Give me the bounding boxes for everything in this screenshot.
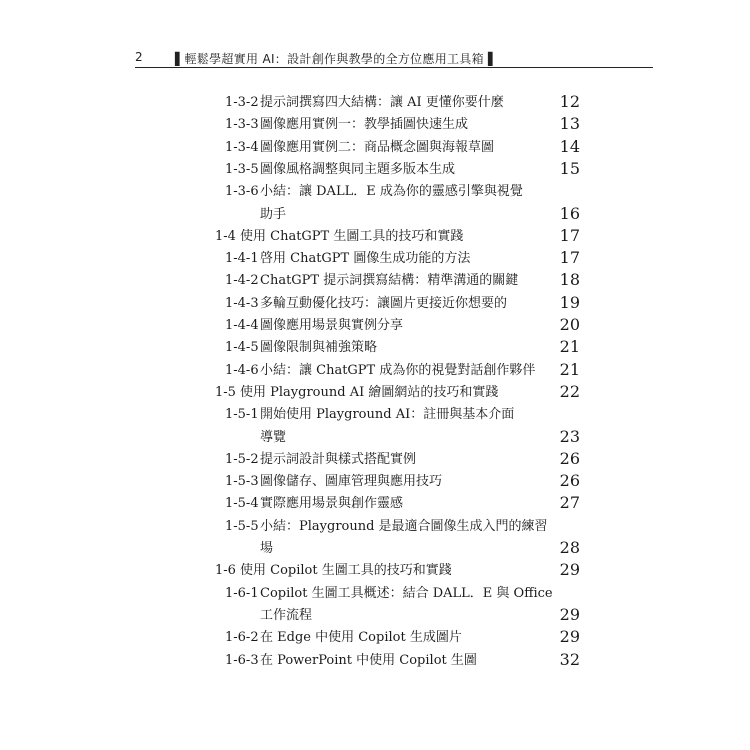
toc-entry-title: 圖像儲存、圖庫管理與應用技巧 — [260, 474, 443, 490]
toc-entry-page-number: 14 — [559, 136, 580, 156]
toc-entry-number: 1-4-1 — [225, 251, 259, 267]
toc-entry-number: 1-4 — [215, 228, 236, 244]
toc-entry-number: 1-6-3 — [225, 652, 259, 668]
toc-entry-page-number: 28 — [559, 538, 580, 557]
toc-entry-title: 提示詞設計與樣式搭配實例 — [260, 451, 417, 467]
toc-entry — [0, 583, 750, 605]
toc-entry-title: 在 Edge 中使用 Copilot 生成圖片 — [260, 630, 462, 646]
toc-entry-continuation — [0, 204, 750, 226]
toc-entry-title: 在 PowerPoint 中使用 Copilot 生圖 — [260, 652, 477, 668]
toc-entry-page-number: 15 — [559, 158, 580, 178]
toc-entry-title: 提示詞撰寫四大結構：讓 AI 更懂你要什麼 — [260, 95, 504, 110]
header-rule — [135, 67, 653, 68]
toc-entry-number: 1-6-2 — [225, 630, 259, 646]
toc-entry — [0, 181, 750, 203]
toc-entry-number: 1-5 — [215, 384, 236, 400]
toc-entry-title: Copilot 生圖工具概述：結合 DALL．E 與 Office — [260, 585, 553, 601]
toc-entry-number: 1-3-6 — [225, 184, 259, 200]
toc-entry — [0, 360, 750, 382]
toc-entry — [0, 650, 750, 672]
toc-entry — [0, 337, 750, 359]
toc-entry-title: 圖像應用實例二：商品概念圖與海報草圖 — [260, 139, 495, 155]
toc-entry-title: 啓用 ChatGPT 圖像生成功能的方法 — [260, 251, 471, 267]
toc-entry — [0, 627, 750, 649]
toc-entry-continuation — [0, 538, 750, 560]
toc-entry-page-number: 17 — [559, 248, 580, 268]
toc-entry — [0, 404, 750, 426]
toc-entry-page-number: 29 — [559, 604, 580, 624]
toc-entry — [0, 293, 750, 315]
toc-entry-title: ChatGPT 提示詞撰寫結構：精準溝通的關鍵 — [260, 273, 519, 289]
toc-entry-title-continued: 助手 — [260, 206, 287, 222]
toc-entry-continuation — [0, 605, 750, 627]
toc-entry-page-number: 21 — [559, 359, 580, 379]
toc-entry-page-number: 12 — [559, 92, 580, 111]
toc-entry — [0, 92, 750, 114]
toc-entry-number: 1-5-2 — [225, 451, 259, 467]
toc-entry-page-number: 27 — [559, 493, 580, 513]
page-number: 2 — [135, 50, 143, 64]
toc-entry-number: 1-4-5 — [225, 340, 259, 356]
toc-entry-number: 1-5-3 — [225, 474, 259, 490]
toc-entry-number: 1-5-4 — [225, 496, 259, 512]
toc-entry-page-number: 32 — [559, 649, 580, 669]
toc-entry-title: 小結：讓 DALL．E 成為你的靈感引擎與視覺 — [260, 184, 523, 200]
toc-entry — [0, 159, 750, 181]
toc-entry-title-continued: 場 — [260, 541, 274, 556]
toc-entry — [0, 560, 750, 582]
toc-entry — [0, 248, 750, 270]
toc-entry-number: 1-4-4 — [225, 318, 259, 333]
toc-entry-title: 使用 ChatGPT 生圖工具的技巧和實踐 — [240, 228, 464, 244]
toc-entry — [0, 516, 750, 538]
toc-entry — [0, 449, 750, 471]
toc-entry-title: 小結：Playground 是最適合圖像生成入門的練習 — [260, 518, 548, 534]
toc-entry-page-number: 29 — [559, 560, 580, 580]
toc-entry-title-continued: 工作流程 — [260, 607, 313, 623]
running-title: ▌輕鬆學超實用 AI：設計創作與教學的全方位應用工具箱 ▌ — [175, 52, 498, 66]
toc-entry-title-continued: 導覽 — [260, 429, 287, 445]
toc-entry — [0, 226, 750, 248]
toc-entry-page-number: 22 — [559, 381, 580, 401]
toc-entry-page-number: 16 — [559, 203, 580, 223]
toc-entry-number: 1-4-6 — [225, 362, 259, 378]
toc-entry-page-number: 26 — [559, 448, 580, 468]
toc-entry-number: 1-6 — [215, 563, 236, 579]
toc-entry — [0, 137, 750, 159]
toc-entry-number: 1-3-3 — [225, 117, 259, 133]
toc-entry-title: 使用 Copilot 生圖工具的技巧和實踐 — [240, 563, 452, 579]
toc-entry — [0, 315, 750, 337]
toc-entry-title: 開始使用 Playground AI：註冊與基本介面 — [260, 407, 515, 423]
toc-entry-title: 使用 Playground AI 繪圖網站的技巧和實踐 — [240, 384, 499, 400]
toc-entry-title: 多輪互動優化技巧：讓圖片更接近你想要的 — [260, 295, 508, 311]
toc-entry-page-number: 19 — [559, 292, 580, 312]
toc-entry-number: 1-3-2 — [225, 95, 259, 110]
toc-entry-title: 實際應用場景與創作靈感 — [260, 496, 404, 512]
page-header — [135, 48, 655, 66]
toc-entry-title: 圖像限制與補強策略 — [260, 340, 378, 356]
toc-entry-page-number: 18 — [559, 270, 580, 290]
toc-entry-number: 1-4-3 — [225, 295, 259, 311]
toc-entry-page-number: 13 — [559, 114, 580, 134]
toc-entry-number: 1-3-4 — [225, 139, 259, 155]
toc-entry-number: 1-5-5 — [225, 518, 259, 534]
toc-entry-title: 圖像應用實例一：教學插圖快速生成 — [260, 117, 469, 133]
toc-entry-number: 1-3-5 — [225, 161, 259, 177]
toc-entry-page-number: 20 — [559, 315, 580, 334]
toc-entry-title: 小結：讓 ChatGPT 成為你的視覺對話創作夥伴 — [260, 362, 536, 378]
toc-entry-number: 1-5-1 — [225, 407, 259, 423]
toc-entry-page-number: 29 — [559, 627, 580, 647]
toc-entry-title: 圖像應用場景與實例分享 — [260, 318, 404, 333]
toc-entry — [0, 382, 750, 404]
toc-entry — [0, 114, 750, 136]
toc-entry-page-number: 23 — [559, 426, 580, 446]
toc-entry-page-number: 21 — [559, 337, 580, 357]
toc-entry — [0, 270, 750, 292]
toc-entry-title: 圖像風格調整與同主題多版本生成 — [260, 161, 456, 177]
toc-entry-number: 1-6-1 — [225, 585, 259, 601]
toc-entry — [0, 471, 750, 493]
toc-entry-continuation — [0, 427, 750, 449]
toc-entry-page-number: 17 — [559, 225, 580, 245]
toc-entry-number: 1-4-2 — [225, 273, 259, 289]
toc-entry-page-number: 26 — [559, 471, 580, 491]
toc-entry — [0, 493, 750, 515]
